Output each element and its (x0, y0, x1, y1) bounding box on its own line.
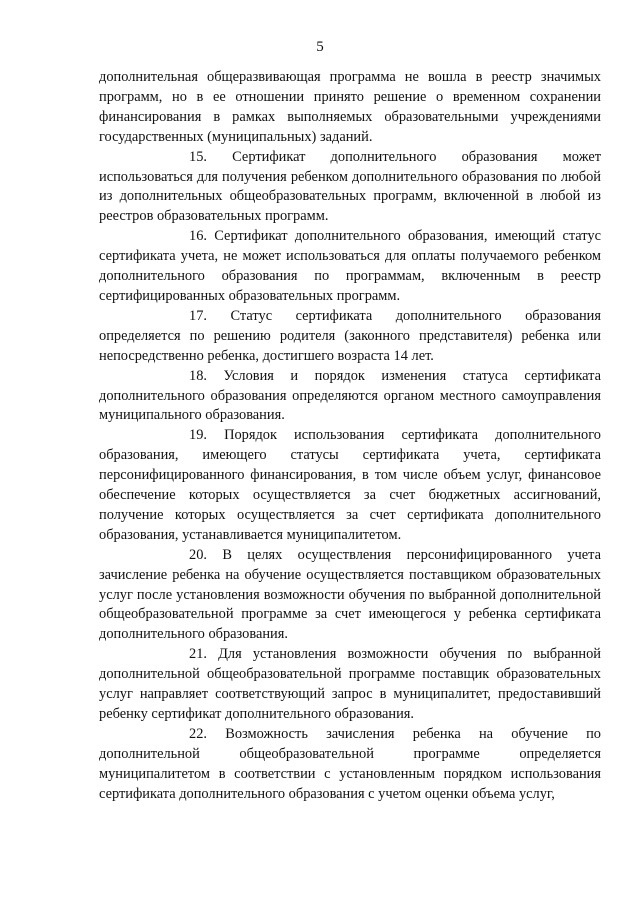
paragraph-text: Возможность зачисления ребенка на обучение по дополнительной общеобразовательной программе определяется муниципалитетом в соответствии с установленным порядком использования сертификата дополнительного образования с учетом оценки объема услуг, (99, 725, 601, 802)
paragraph-17 (99, 307, 601, 367)
paragraph-number: 22. (189, 725, 207, 742)
paragraph-text: Статус сертификата дополнительного образования определяется по решению родителя (законного представителя) ребенка или непосредственно ребенка, достигшего возраста 14 лет. (99, 307, 601, 364)
paragraph-number: 17. (189, 307, 207, 324)
paragraph-text: Порядок использования сертификата дополнительного образования, имеющего статусы сертификата учета, сертификата персонифицированного финансирования, в том числе объем услуг, финансовое обеспечение которых осуществляется за счет бюджетных ассигнований, получение которых осуществляется за счет сертификата дополнительного образования, устанавливается муниципалитетом. (99, 427, 601, 543)
paragraph-text: В целях осуществления персонифицированного учета зачисление ребенка на обучение осуществляется поставщиком образовательных услуг после установления возможности обучения по выбранной дополнительной общеобразовательной программе за счет имеющегося у ребенка сертификата дополнительного образования. (99, 546, 601, 643)
paragraph-text: Сертификат дополнительного образования может использоваться для получения ребенком дополнительного образования по любой из дополнительных общеобразовательных программ, включенной в любой из реестров образовательных программ. (99, 148, 601, 225)
paragraph-text: Сертификат дополнительного образования, имеющий статус сертификата учета, не может использоваться для оплаты получаемого ребенком дополнительного образования по программам, включенным в реестр сертифицированных образовательных программ. (99, 228, 601, 304)
document-body (99, 68, 601, 805)
paragraph-number: 16. (189, 228, 207, 245)
paragraph-text: Условия и порядок изменения статуса сертификата дополнительного образования определяются органом местного самоуправления муниципального образования. (99, 367, 601, 424)
paragraph-number: 19. (189, 427, 207, 444)
paragraph-number: 21. (189, 646, 207, 663)
paragraph-number: 20. (189, 546, 207, 563)
paragraph-20 (99, 546, 601, 646)
paragraph-number: 18. (189, 367, 207, 384)
paragraph-15 (99, 148, 601, 228)
paragraph-text: Для установления возможности обучения по выбранной дополнительной общеобразовательной программе поставщик образовательных услуг направляет соответствующий запрос в муниципалитет, предоставивший ребенку сертификат дополнительного образования. (99, 646, 601, 722)
paragraph-text: дополнительная общеразвивающая программа не вошла в реестр значимых программ, но в ее отношении принято решение о временном сохранении финансирования в рамках выполняемых образовательными учреждениями государственных (муниципальных) заданий. (99, 69, 601, 145)
page-number: 5 (316, 39, 324, 55)
paragraph-19 (99, 426, 601, 545)
paragraph-18 (99, 367, 601, 427)
paragraph-number: 15. (189, 148, 207, 165)
paragraph-continuation (99, 68, 601, 148)
paragraph-21 (99, 645, 601, 725)
paragraph-22 (99, 725, 601, 805)
paragraph-16 (99, 227, 601, 307)
